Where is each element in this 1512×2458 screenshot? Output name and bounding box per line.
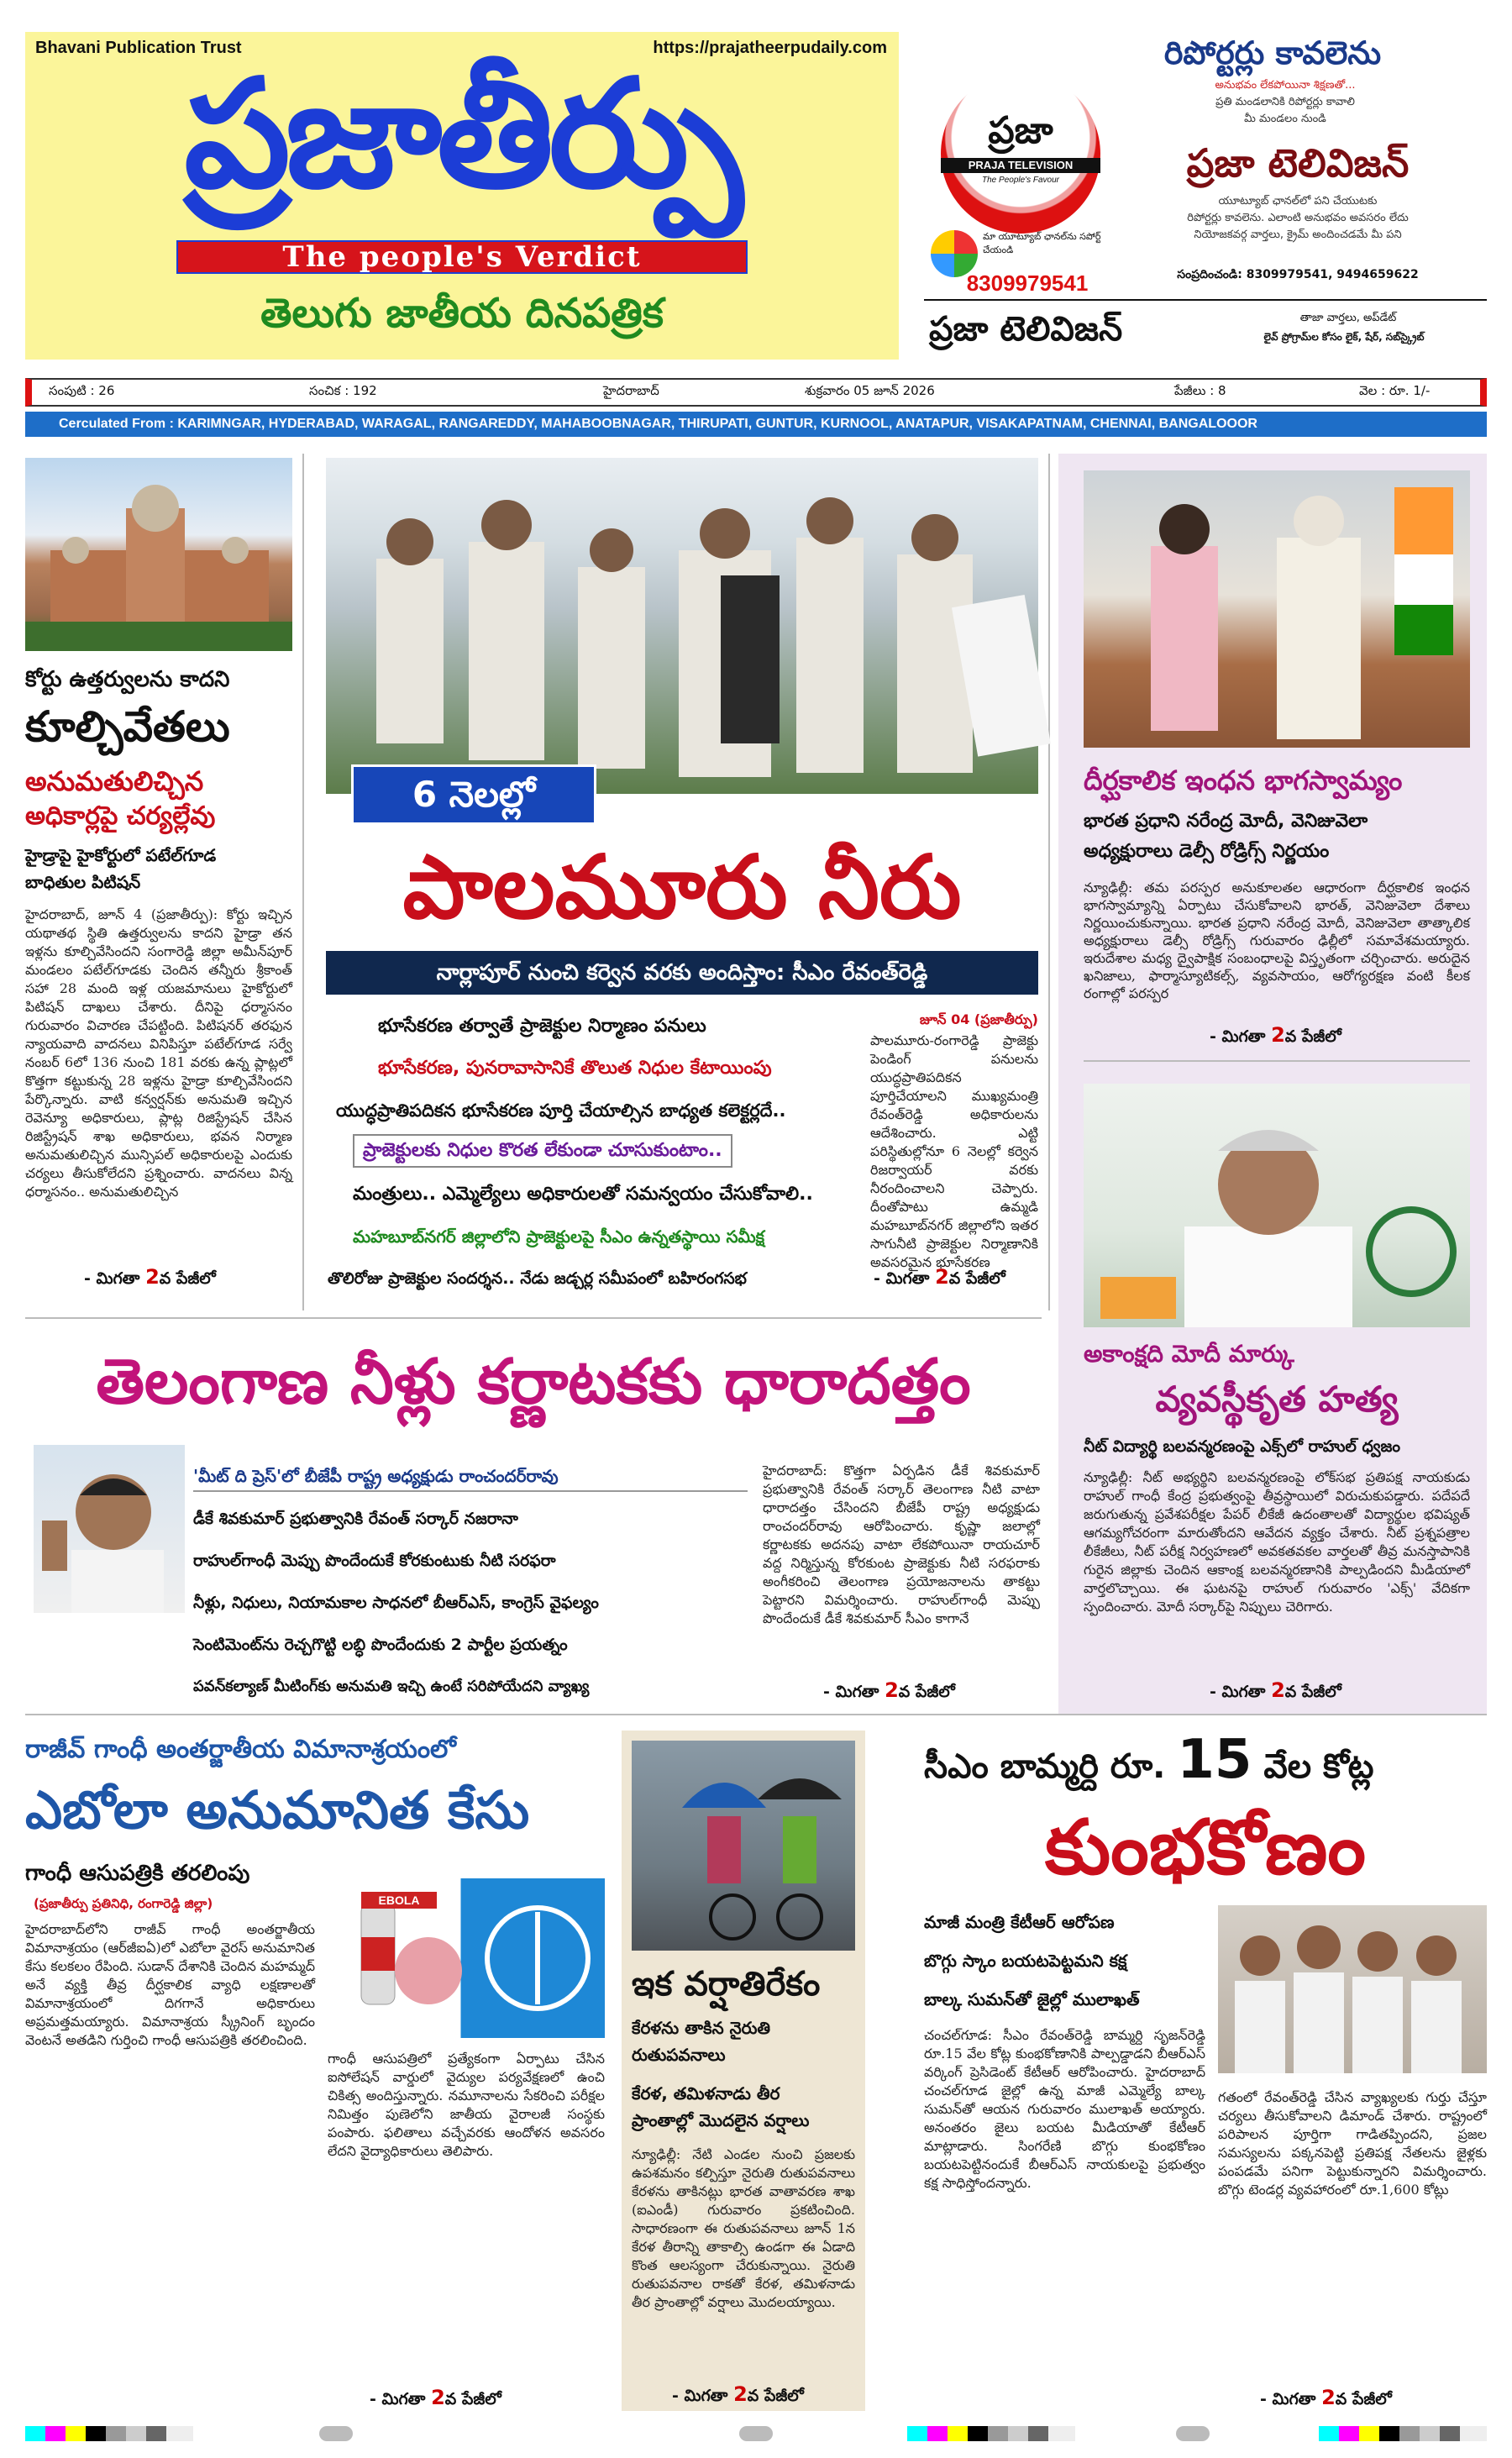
registration-mark [319,2426,353,2441]
story-scam-kicker-num: 15 [1177,1729,1252,1791]
color-registration-bar-right [1319,2426,1487,2441]
ramchander-rao-photo [34,1445,185,1613]
circulation-bar: Cerculated From : KARIMNGAR, HYDERABAD, WARAGAL, RANGAREDDY, MAHABOOBNAGAR, THIRUPATI, GUNTUR, KURNOOL, ANATAPUR, VISAKAPATNAM, CHENNAI, BANGALOOOR [25,412,1487,437]
story-court-continued[interactable] [84,1265,216,1292]
date-label: శుక్రవారం 05 జూన్ 2026 [805,383,935,398]
publisher-name: Bhavani Publication Trust [35,39,242,57]
ad-channel: ప్రజా టెలివిజన్ [1186,140,1410,186]
palamuru-bullet-7: తొలిరోజు ప్రాజెక్టుల సందర్శన.. నేడు జడ్చర్ల సమీపంలో బహిరంగసభ [328,1269,747,1288]
registration-mark [739,2426,773,2441]
story-karnataka-continued[interactable] [823,1678,955,1705]
story-rain-sub3: కేరళ, తమిళనాడు తీర [632,2083,780,2103]
story-rain-body: న్యూఢిల్లీ: నేటి ఎండల నుంచి ప్రజలకు ఉపశమనం కల్పిస్తూ నైరుతి రుతుపవనాలు కేరళను తాకినట్లు భారత వాతావరణ శాఖ (ఐఎండీ) గురువారం ప్రకటించింది. సాధారణంగా ఈ రుతుపవనాలు జూన్ 1న కేరళ తీరాన్ని తాకాల్సి ఉండగా ఈ ఏడాది కొంత ఆలస్యంగా చేరుకున్నాయి. నైరుతి రుతుపవనాల రాకతో కేరళ, తమిళనాడు తీర ప్రాంతాల్లో వర్షాలు మొదలయ్యాయి. [632,2146,855,2310]
continued-suffix: వ పేజీలో [1335,2390,1392,2408]
story-ebola-headline: ఎబోలా అనుమానిత కేసు [25,1779,530,1841]
continued-prefix: - మిగతా [1210,1027,1266,1046]
story-palamuru-continued[interactable] [874,1265,1005,1292]
monsoon-rain-photo [632,1741,855,1951]
story-ebola-body2: గాంధీ ఆసుపత్రిలో ప్రత్యేకంగా ఏర్పాటు చేసిన ఐసోలేషన్ వార్డులో వైద్యుల పర్యవేక్షణలో ఉంచి చికిత్స అందిస్తున్నారు. నమూనాలను సేకరించి పరీక్షల నిమిత్తం పుణెలోని జాతీయ వైరాలజీ సంస్థకు పంపారు. ఫలితాలు వచ్చేవరకు ఆందోళన అవసరం లేదని వైద్యాధికారులు తెలిపారు. [328,2051,605,2159]
story-ebola-kicker: రాజీవ్ గాంధీ అంతర్జాతీయ విమానాశ్రయంలో [25,1735,456,1764]
story-rahul-headline: వ్యవస్థీకృత హత్య [1155,1379,1399,1420]
story-court-sub3: హైడ్రాపై హైకోర్టులో పటేల్‌గూడ [25,845,217,865]
story-palamuru-dateline: జూన్ 04 (ప్రజాతీర్పు) [919,1011,1038,1027]
continued-suffix: వ పేజీలో [1284,1027,1341,1046]
ad-subscribe: మా యూట్యూబ్ ఛానల్‌ను సపోర్ట్ చేయండి [983,231,1101,255]
story-court-sub2: అధికార్లపై చర్యల్లేవు [25,801,216,831]
website-link[interactable]: https://prajatheerpudaily.com [653,39,887,57]
rain-graphic [632,1741,855,1951]
ad-footer-title: ప్రజా టెలివిజన్ [929,309,1123,349]
column-rule [302,454,304,1310]
volume-label: సంపుటి : 26 [49,383,115,398]
story-karnataka-headline: తెలంగాణ నీళ్లు కర్ణాటకకు ధారాదత్తం [96,1346,971,1418]
story-karnataka-body: హైదరాబాద్: కొత్తగా ఏర్పడిన డీకే శివకుమార్ ప్రభుత్వానికి రేవంత్ సర్కార్ తెలంగాణ నీటి వాటా ధారాదత్తం చేసిందని బీజేపీ రాష్ట్ర అధ్యక్షుడు రాంచందర్‌రావు ఆరోపించారు. కృష్ణా జలాల్లో కర్ణాటకకు అదనపు వాటా లేకపోయినా రాయచూర్ వద్ద నిర్మిస్తున్న కోరకుంట ప్రాజెక్టుకు నీటి సరఫరాకు అంగీకరించి తెలంగాణ ప్రయోజనాలను తాకట్టు పెట్టారని విమర్శించారు. రాహుల్‌గాంధీ మెప్పు పొందేందుకే డీకే శివకుమార్ సీఎం కాగానే [763,1463,1040,1626]
continued-suffix: వ పేజీలో [1284,1683,1341,1701]
ktr-graphic [1218,1905,1487,2073]
story-rain-sub2: రుతుపవనాలు [632,2045,726,2065]
palamuru-bullet-5: మంత్రులు.. ఎమ్మెల్యేలు అధికారులతో సమన్వయం చేసుకోవాలి.. [353,1184,813,1205]
continued-suffix: వ పేజీలో [747,2387,804,2405]
palamuru-bullet-3: యుద్ధప్రాతిపదికన భూసేకరణ పూర్తి చేయాల్సిన బాధ్యత కలెక్టర్లదే.. [336,1100,786,1121]
story-energy-headline: దీర్ఘకాలిక ఇంధన భాగస్వామ్యం [1084,764,1403,796]
court-building-graphic [25,458,292,651]
story-rahul-kicker: అకాంక్షది మోదీ మార్కు [1084,1340,1294,1368]
story-rahul-body: న్యూఢిల్లీ: నీట్ అభ్యర్థిని బలవన్మరణంపై లోక్‌సభ ప్రతిపక్ష నాయకుడు రాహుల్ గాంధీ కేంద్ర ప్రభుత్వంపై తీవ్రస్థాయిలో విరుచుకుపడ్డారు. పదేపదే జరుగుతున్న ప్రవేశపరీక్షల పేపర్ లీకేజీ ఉదంతాలతో విద్యార్థుల భవిష్యత్ ఆగమ్యగోచరంగా మారుతోందని ఆవేదన వ్యక్తం చేశారు. నీట్ ప్రశ్నపత్రాల లీకేజీలు, నీట్ పరీక్ష నిర్వహణలో అవకతవకల వార్తలతో తీవ్ర మనస్తాపానికి గురైన జిల్లాకు చెందిన ఆకాంక్ష బలవన్మరణానికి పాల్పడిందని మీడియాలో వార్తలొచ్చాయి. ఈ ఘటనపై రాహుల్ గురువారం 'ఎక్స్' వేదికగా స్పందించారు. మోదీ సర్కార్‌పై నిప్పులు చెరిగారు. [1084,1469,1470,1615]
continued-suffix: వ పేజీలో [444,2390,501,2408]
story-energy-sub2: అధ్యక్షురాలు డెల్సీ రోడ్రిగ్స్ నిర్ణయం [1084,841,1330,862]
story-scam-kicker: సీఎం బామ్మర్ది రూ. [924,1747,1166,1786]
continued-page: 2 [885,1678,899,1702]
story-scam-body1: చంచల్‌గూడ: సీఎం రేవంత్‌రెడ్డి బామ్మర్ది సృజన్‌రెడ్డి రూ.15 వేల కోట్ల కుంభకోణానికి పాల్పడ్డాడని బీఆర్ఎస్ వర్కింగ్ ప్రెసిడెంట్ కేటీఆర్ ఆరోపించారు. హైదరాబాద్ చంచల్‌గూడ జైల్లో ఉన్న మాజీ ఎమ్మెల్యే బాల్క సుమన్‌తో ఆయన గురువారం ములాఖత్ అయ్యారు. అనంతరం జైలు బయట మీడియాతో కేటీఆర్ మాట్లాడారు. సింగరేణి బొగ్గు కుంభకోణం బయటపెట్టినందుకే బీఆర్ఎస్ నాయకులపై ప్రభుత్వం కక్ష సాధిస్తోందన్నారు. [924,2027,1205,2191]
continued-page: 2 [431,2386,445,2409]
story-rain-headline: ఇక వర్షాతిరేకం [632,1965,821,2004]
scam-bullet-2: బొగ్గు స్కాం బయటపెట్టమని కక్ష [924,1951,1127,1971]
logo-text: ప్రజా [988,109,1053,152]
city-label: హైదరాబాద్ [603,383,659,398]
story-energy-body: న్యూఢిల్లీ: తమ పరస్పర అనుకూలతల ఆధారంగా దీర్ఘకాలిక ఇంధన భాగస్వామ్యాన్ని ఏర్పాటు చేసుకోవాలని భారత్, వెనిజువెలా దేశాలు నిర్ణయించుకున్నాయి. భారత ప్రధాని నరేంద్ర మోదీ, వెనిజువెలా తాత్కాలిక అధ్యక్షురాలు డెల్సీ రోడ్రిగ్స్ గురువారం ఢిల్లీలో సమావేశమయ్యారు. ఇరుదేశాల మధ్య ద్వైపాక్షిక సంబంధాలపై విస్తృతంగా చర్చించారు. అరుదైన ఖనిజాలు, ఫార్మాస్యూటికల్స్, వ్యవసాయం, ఆరోగ్యరక్షణ వంటి కీలక రంగాల్లో పరస్పర [1084,880,1470,1001]
masthead [25,32,899,360]
ad-phone[interactable]: 8309979541 [966,270,1089,296]
newspaper-title: ప్రజాతీర్పు [184,47,738,221]
story-palamuru-headline: పాలమూరు నీరు [402,836,962,938]
leaders-graphic [1084,470,1470,748]
story-court-sub4: బాధితుల పిటిషన్ [25,872,141,892]
continued-prefix: - మిగతా [84,1269,140,1288]
dateline-bar [25,378,1487,407]
ktr-media-photo [1218,1905,1487,2073]
issue-label: సంచిక : 192 [309,383,377,398]
color-registration-bar-mid [907,2426,1075,2441]
continued-suffix: వ పేజీలో [898,1683,955,1701]
ad-contact[interactable]: సంప్రదించండి: 8309979541, 9494659622 [1177,268,1419,281]
story-palamuru-body: పాలమూరు-రంగారెడ్డి ప్రాజెక్టు పెండింగ్ పనులను యుద్ధప్రాతిపదికన పూర్తిచేయాలని ముఖ్యమంత్రి రేవంత్‌రెడ్డి అధికారులను ఆదేశించారు. ఎట్టి పరిస్థితుల్లోనూ 6 నెలల్లో కర్వెన రిజర్వాయర్ వరకు నీరందించాలని చెప్పారు. దీంతోపాటు ఉమ్మడి మహబూబ్‌నగర్ జిల్లాలోని ఇతర సాగునీటి ప్రాజెక్టుల నిర్మాణానికి అవసరమైన భూసేకరణ [870,1032,1038,1270]
continued-prefix: - మిగతా [1210,1683,1266,1701]
continued-suffix: వ పేజీలో [159,1269,216,1288]
story-palamuru-banner: నార్లాపూర్ నుంచి కర్వెన వరకు అందిస్తాం: సీఎం రేవంత్‌రెడ్డి [436,960,928,985]
story-palamuru-kicker: 6 నెలల్లో [412,774,536,815]
registration-mark [1176,2426,1210,2441]
story-ebola-byline: (ప్రజాతీర్పు ప్రతినిధి, రంగారెడ్డి జిల్లా) [34,1896,213,1911]
story-scam-kicker-tail: వేల కోట్ల [1263,1747,1374,1786]
continued-page: 2 [145,1265,160,1289]
reporters-ad [924,32,1487,360]
ad-footer-line2: లైవ్ ప్రోగ్రామ్‌ల కోసం లైక్, షేర్, సబ్‌స్క్రైబ్ [1263,331,1425,343]
story-court-headline: కూల్చివేతలు [25,702,230,751]
story-court-sub1: అనుమతులిచ్చిన [25,765,204,797]
cm-inspection-photo [326,458,1038,794]
continued-page: 2 [733,2382,748,2406]
color-registration-bar-left [25,2426,193,2441]
palamuru-bullet-6: మహబూబ్‌నగర్ జిల్లాలోని ప్రాజెక్టులపై సీఎం ఉన్నతస్థాయి సమీక్ష [353,1226,765,1247]
story-rahul-continued[interactable] [1210,1678,1341,1705]
story-ebola-sub: గాంధీ ఆసుపత్రికి తరలింపు [25,1861,250,1886]
continued-prefix: - మిగతా [672,2387,728,2405]
story-rain-sub4: ప్రాంతాల్లో మొదలైన వర్షాలు [632,2110,810,2130]
pages-label: పేజీలు : 8 [1174,383,1226,398]
story-rahul-sub: నీట్ విద్యార్థి బలవన్మరణంపై ఎక్స్‌లో రాహుల్ ధ్వజం [1084,1437,1401,1456]
continued-suffix: వ పేజీలో [948,1269,1005,1288]
karnataka-bullet-5: పవన్‌కల్యాణ్ మీటింగ్‌కు అనుమతి ఇచ్చి ఉంటే సరిపోయేదని వ్యాఖ్య [193,1678,590,1695]
story-energy-continued[interactable] [1210,1023,1341,1050]
story-rain-sub1: కేరళను తాకిన నైరుతి [632,2018,771,2038]
ad-desc-1: యూట్యూబ్ ఛానల్‌లో పని చేయుటకు [1218,195,1378,207]
ad-desc-2: రిపోర్టర్లు కావలెను. ఎలాంటి అనుభవం అవసరం లేదు [1187,212,1409,224]
karnataka-bullet-1: డీకే శివకుమార్ ప్రభుత్వానికి రేవంత్ సర్కార్ నజరానా [193,1510,518,1528]
modi-rodriguez-photo [1084,470,1470,748]
continued-page: 2 [1271,1023,1285,1047]
logo-caption: PRAJA TELEVISION [941,158,1100,173]
speaker-graphic [34,1445,185,1613]
continued-prefix: - మిగతా [823,1683,879,1701]
continued-page: 2 [935,1265,949,1289]
ad-desc-3: నియోజకవర్గ వార్తలు, క్రైమ్ అందించడమే మీ పని [1194,228,1402,241]
tagline: The people's Verdict [282,240,642,274]
ad-footer-bar [924,299,1487,301]
continued-page: 2 [1271,1678,1285,1702]
subtitle: తెలుగు జాతీయ దినపత్రిక [260,290,664,337]
story-ebola-body1: హైదరాబాద్‌లోని రాజీవ్ గాంధీ అంతర్జాతీయ విమానాశ్రయం (ఆర్‌జీఐఏ)లో ఎబోలా వైరస్ అనుమానిత కేసు కలకలం రేపింది. సుడాన్ దేశానికి చెందిన మహమ్మద్ అనే వ్యక్తి తీవ్ర దీర్ఘకాలిక వ్యాధి లక్షణాలతో విమానాశ్రయంలో దిగగానే అధికారులు అప్రమత్తమయ్యారు. విమానాశ్రయ స్క్రీనింగ్ బృందం వెంటనే అతడిని గుర్తించి గాంధీ ఆసుపత్రికి తరలించింది. [25,1921,315,2048]
section-rule [25,1317,1042,1319]
ad-wanted: రిపోర్టర్లు కావలెను [1163,34,1382,71]
scam-bullet-1: మాజీ మంత్రి కేటీఆర్ ఆరోపణ [924,1912,1115,1932]
rahul-graphic [1084,1084,1470,1327]
column-rule [1048,454,1050,1310]
story-court-body: హైదరాబాద్, జూన్ 4 (ప్రజాతీర్పు): కోర్టు ఇచ్చిన యథాతథ స్థితి ఉత్తర్వులను కాదని హైడ్రా తన ఇళ్లను కూల్చివేసిందని సంగారెడ్డి జిల్లా అమీన్‌పూర్ మండలం పటేల్‌గూడకు చెందిన తన్నీరు శ్రీకాంత్ సహా 28 మంది ఇళ్ల యజమానులు హైకోర్టులో పిటిషన్ దాఖలు చేశారు. దీనిపై ధర్మాసనం గురువారం విచారణ చేపట్టింది. పిటిషనర్ తరఫున న్యాయవాది వాదనలు వినిపిస్తూ పటేల్‌గూడ సర్వే నంబర్ 6లో 136 నుంచి 181 వరకు ఉన్న ప్లాట్లలో కొత్తగా కట్టుకున్న 28 ఇళ్లను హైడ్రా కూల్చివేసిందని పేర్కొన్నారు. వాటి కన్వర్షన్‌కు అనుమతి ఇచ్చిన రెవెన్యూ అధికారులు, ప్లాట్ల రిజిస్ట్రేషన్ చేసిన రిజిస్ట్రేషన్ శాఖ అధికారులు, భవన నిర్మాణ అనుమతులిచ్చిన మున్సిపల్ అధికారులపై ఎందుకు చర్యలు తీసుకోలేదని ప్రశ్నించారు. వాదనలు విన్న ధర్మాసనం.. అనుమతులిచ్చిన [25,906,292,1200]
story-ebola-continued[interactable] [370,2386,501,2413]
section-rule [1084,1060,1470,1062]
continued-prefix: - మిగతా [1260,2390,1316,2408]
ad-line-1: అనుభవం లేకపోయినా శిక్షణతో... [1215,79,1356,92]
palamuru-bullet-1: భూసేకరణ తర్వాతే ప్రాజెక్టుల నిర్మాణం పనులు [378,1016,706,1037]
ad-line-3: మీ మండలం నుండి [1244,113,1326,125]
karnataka-bullet-4: సెంటిమెంట్‌ను రెచ్చగొట్టి లబ్ధి పొందేందుకు 2 పార్టీల ప్రయత్నం [193,1636,568,1654]
story-scam-body2: గతంలో రేవంత్‌రెడ్డి చేసిన వ్యాఖ్యలకు గుర్తు చేస్తూ చర్యలు తీసుకోవాలని డిమాండ్ చేశారు. రాష్ట్రంలో పరిపాలన పూర్తిగా గాడితప్పిందని, ప్రజల సమస్యలను పక్కనపెట్టి ప్రతిపక్ష నేతలను జైళ్లకు పంపడమే పనిగా పెట్టుకున్నారని విమర్శించారు. బొగ్గు టెండర్ల వ్యవహారంలో రూ.1,600 కోట్లు [1218,2089,1487,2198]
logo-sub: The People's Favour [982,176,1059,185]
palamuru-bullet-2: భూసేకరణ, పునరావాసానికే తొలుత నిధుల కేటాయింపు [378,1058,772,1079]
story-scam-continued[interactable] [1260,2386,1392,2413]
story-scam-kicker-line [924,1731,1487,1796]
continued-page: 2 [1321,2386,1336,2409]
story-scam-headline: కుంభకోణం [1044,1804,1367,1892]
karnataka-bullet-2: రాహుల్‌గాంధీ మెప్పు పొందేందుకే కోరకుంటుకు నీటి సరఫరా [193,1552,556,1570]
palamuru-bullet-4: ప్రాజెక్టులకు నిధుల కొరత లేకుండా చూసుకుంటాం.. [353,1134,732,1168]
karnataka-bullet-3: నీళ్లు, నిధులు, నియామకాల సాధనలో బీఆర్ఎస్, కాంగ్రెస్ వైఫల్యం [193,1594,599,1612]
story-court-kicker: కోర్టు ఉత్తర్వులను కాదని [25,667,230,692]
price-label: వెల : రూ. 1/- [1359,383,1431,398]
ad-line-2: ప్రతి మండలానికి రిపోర్టర్లు కావాలి [1215,96,1355,108]
story-rain-continued[interactable] [672,2382,804,2409]
rahul-gandhi-photo [1084,1084,1470,1327]
continued-prefix: - మిగతా [874,1269,930,1288]
story-karnataka-sub: 'మీట్ ది ప్రెస్'లో బీజేపీ రాష్ట్ర అధ్యక్షుడు రాంచందర్‌రావు [193,1462,748,1492]
scam-bullet-3: బాల్క సుమన్‌తో జైల్లో ములాఖత్ [924,1989,1140,2009]
crowd-graphic [326,458,1038,794]
story-energy-sub1: భారత ప్రధాని నరేంద్ర మోదీ, వెనిజువెలా [1084,811,1368,832]
high-court-photo [25,458,292,651]
ad-footer-line1: తాజా వార్తలు, అప్‌డేట్ [1299,312,1397,324]
section-rule [25,1714,1487,1715]
ebola-badge: EBOLA [361,1892,437,1909]
continued-prefix: - మిగతా [370,2390,426,2408]
